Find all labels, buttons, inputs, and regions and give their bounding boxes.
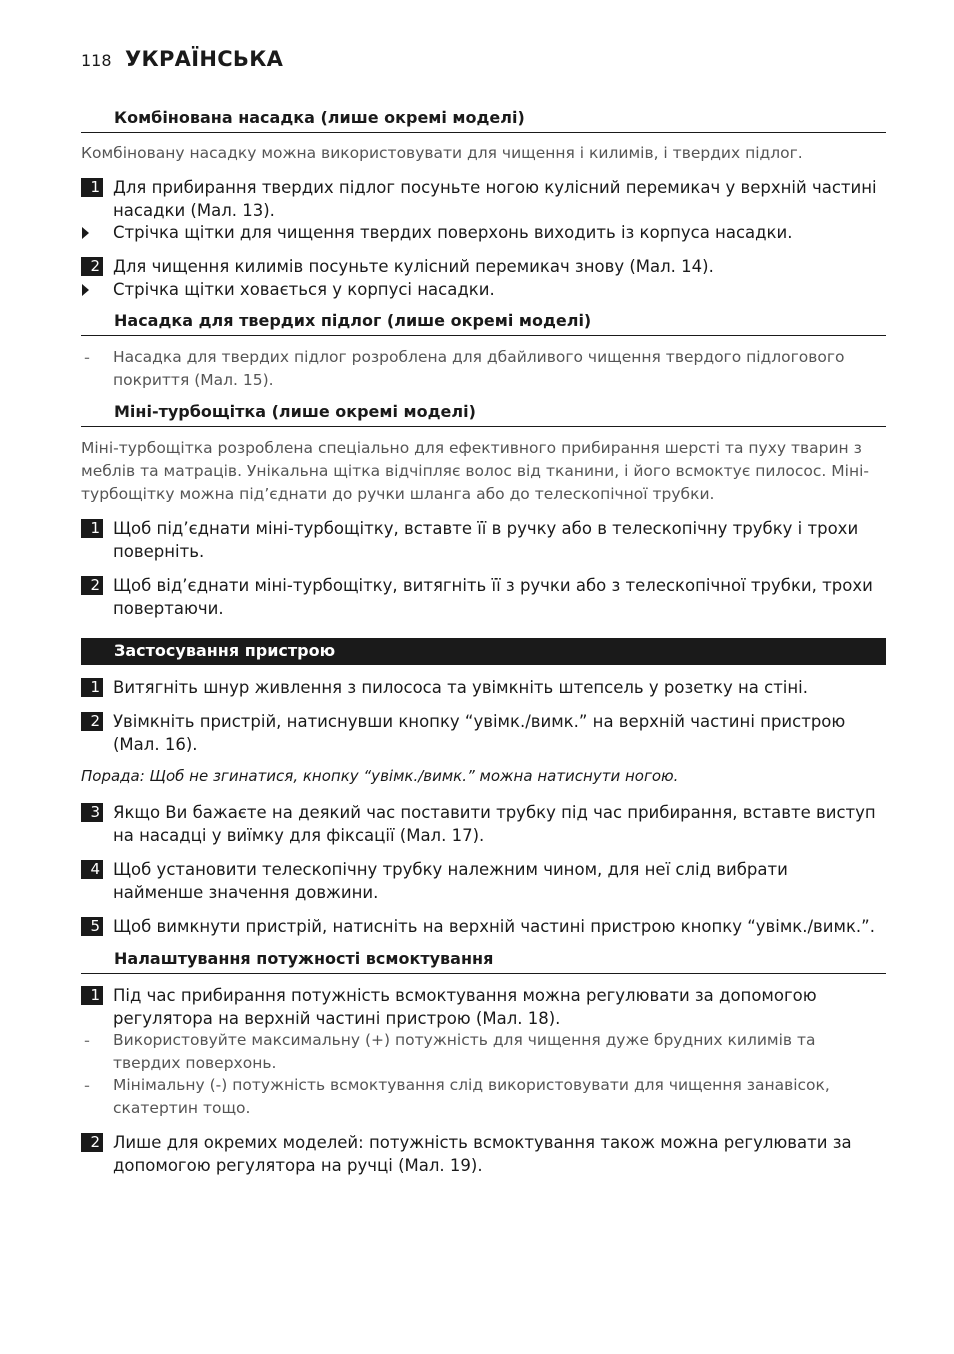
step-number: 3 (81, 803, 103, 822)
step-text: Якщо Ви бажаєте на деякий час поставити трубку під час прибирання, вставте виступ на насадці у виїмку для фіксації (Мал. 17). (113, 803, 876, 845)
heading-text: Комбінована насадка (лише окремі моделі) (114, 108, 525, 127)
step-number: 4 (81, 860, 103, 879)
section-heading-usage (81, 638, 886, 665)
heading-text: Застосування пристрою (114, 641, 336, 660)
heading-text: Насадка для твердих підлог (лише окремі моделі) (114, 311, 592, 330)
step-text: Увімкніть пристрій, натиснувши кнопку “увімк./вимк.” на верхній частині пристрою (Мал. 16). (113, 712, 846, 754)
step-number: 2 (81, 576, 103, 595)
step-number: 2 (81, 1133, 103, 1152)
step-number: 1 (81, 986, 103, 1005)
step-text: Щоб під’єднати міні-турбощітку, вставте її в ручку або в телескопічну трубку і трохи поверніть. (113, 519, 859, 561)
step-text: Щоб вимкнути пристрій, натисніть на верхній частині пристрою кнопку “увімк./вимк.”. (113, 917, 875, 936)
section-heading-combo (81, 108, 886, 133)
mini-turbo-intro: Міні-турбощітка розроблена спеціально для ефективного прибирання шерсті та пуху тварин з меблів та матраців. Унікальна щітка відчіпляє волос від тканини, і його всмоктує пилосос. Міні-турбощітку можна під’єднати до ручки шланга або до телескопічної трубки. (81, 439, 869, 503)
step-number: 1 (81, 519, 103, 538)
result-bullet-icon (82, 227, 89, 239)
step-number: 5 (81, 917, 103, 936)
result-text: Стрічка щітки для чищення твердих поверхонь виходить із корпуса насадки. (113, 223, 793, 242)
heading-text: Налаштування потужності всмоктування (114, 949, 494, 968)
item-text: Насадка для твердих підлог розроблена для дбайливого чищення твердого підлогового покриття (Мал. 15). (113, 348, 845, 389)
section-heading-suction (81, 949, 886, 974)
step-text: Для чищення килимів посуньте кулісний перемикач знову (Мал. 14). (113, 257, 714, 276)
step-text: Витягніть шнур живлення з пилососа та увімкніть штепсель у розетку на стіні. (113, 678, 809, 697)
note-text: Використовуйте максимальну (+) потужність для чищення дуже брудних килимів та твердих поверхонь. (113, 1031, 816, 1072)
step-number: 1 (81, 678, 103, 697)
step-number: 2 (81, 712, 103, 731)
step-number: 2 (81, 257, 103, 276)
language-title: УКРАЇНСЬКА (125, 47, 284, 71)
dash-marker: - (84, 348, 90, 367)
heading-text: Міні-турбощітка (лише окремі моделі) (114, 402, 476, 421)
result-bullet-icon (82, 284, 89, 296)
dash-marker: - (84, 1031, 90, 1050)
dash-marker: - (84, 1076, 90, 1095)
section-heading-mini-turbo (81, 402, 886, 427)
step-text: Під час прибирання потужність всмоктування можна регулювати за допомогою регулятора на верхній частині пристрою (Мал. 18). (113, 986, 817, 1028)
step-text: Щоб установити телескопічну трубку належним чином, для неї слід вибрати найменше значення довжини. (113, 860, 788, 902)
step-text: Лише для окремих моделей: потужність всмоктування також можна регулювати за допомогою регулятора на ручці (Мал. 19). (113, 1133, 852, 1175)
page-number: 118 (81, 51, 112, 70)
combo-intro: Комбіновану насадку можна використовувати для чищення і килимів, і твердих підлог. (81, 144, 803, 162)
result-text: Стрічка щітки ховається у корпусі насадки. (113, 280, 495, 299)
step-text: Для прибирання твердих підлог посуньте ногою кулісний перемикач у верхній частині насадки (Мал. 13). (113, 178, 877, 220)
section-heading-hard-floor (81, 311, 886, 336)
note-text: Мінімальну (-) потужність всмоктування слід використовувати для чищення занавісок, скатертин тощо. (113, 1076, 830, 1117)
step-number: 1 (81, 178, 103, 197)
usage-tip: Порада: Щоб не згинатися, кнопку “увімк./вимк.” можна натиснути ногою. (81, 767, 679, 785)
step-text: Щоб від’єднати міні-турбощітку, витягніть її з ручки або з телескопічної трубки, трохи повертаючи. (113, 576, 873, 618)
